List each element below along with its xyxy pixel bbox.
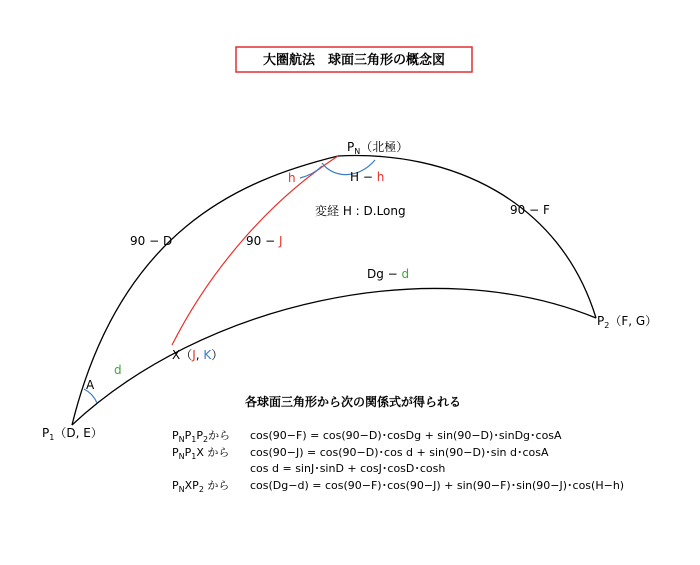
arc-pn-p1: [72, 156, 338, 425]
relation-row-1-triangle: $P_NP_1P_2$から: [172, 429, 231, 444]
angle-label-h: h: [288, 171, 296, 185]
relation-row-1-formula: cos(90−F) = cos(90−D)･cosDg + sin(90−D)･sinDg･cosA: [250, 429, 562, 442]
arc-label-dg-d: Dg − d: [367, 267, 410, 281]
relation-row-2-triangle: $P_NP_1X$ から: [172, 446, 230, 461]
angle-label-a: A: [86, 378, 95, 392]
arc-label-d: d: [114, 363, 122, 377]
relation-row-4-triangle: $P_NXP_2$ から: [172, 479, 230, 494]
arc-label-90-f: 90 − F: [510, 203, 550, 217]
arc-label-90-d: 90 − D: [130, 234, 173, 248]
page-title: 大圏航法 球面三角形の概念図: [262, 53, 446, 68]
label-pn: $P_N$（北極）: [347, 140, 409, 156]
change-longitude-note: 変経 H : D.Long: [315, 204, 406, 218]
label-x: X（J, K）: [172, 348, 224, 362]
arc-label-90-j: 90 − J: [246, 234, 283, 248]
angle-arc-h: [300, 166, 322, 178]
relation-row-2-formula: cos(90−J) = cos(90−D)･cos d + sin(90−D)･sin d･cosA: [250, 446, 549, 459]
relations-heading: 各球面三角形から次の関係式が得られる: [245, 395, 462, 409]
angle-label-h-minus-h: H − h: [350, 170, 385, 184]
relation-row-3-formula: cos d = sinJ･sinD + cosJ･cosD･cosh: [250, 462, 446, 475]
label-p2: $P_2(F$, G）: [597, 314, 658, 330]
relation-row-4-formula: cos(Dg−d) = cos(90−F)･cos(90−J) + sin(90−F)･sin(90−J)･cos(H−h): [250, 479, 625, 492]
label-p1: $P_1(D$, E）: [42, 426, 103, 442]
